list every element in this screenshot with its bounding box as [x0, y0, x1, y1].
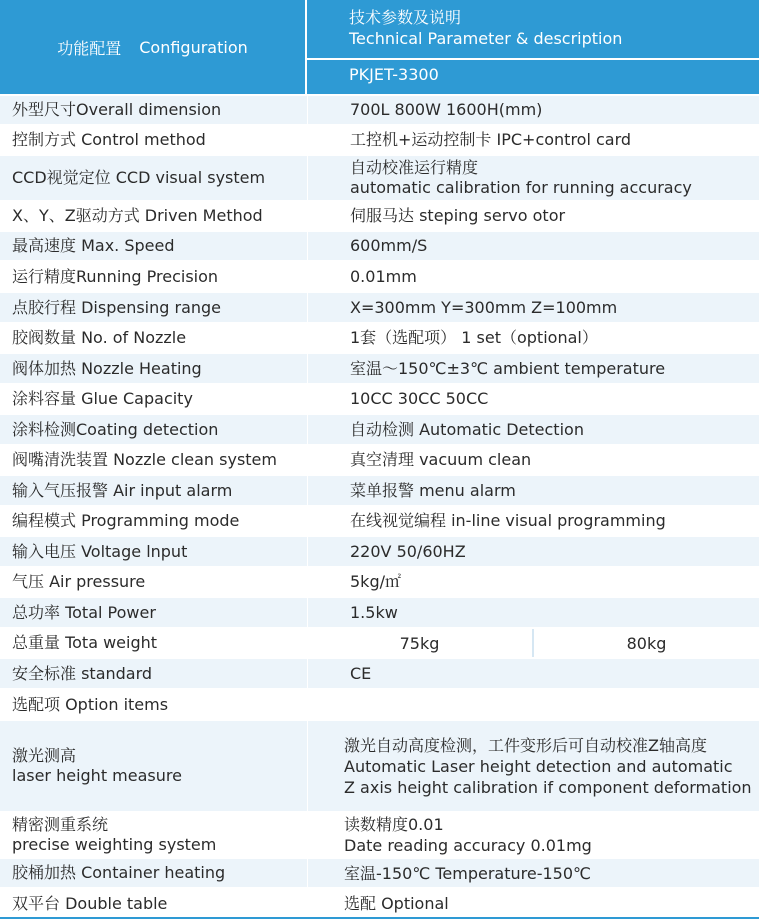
row-value: 600mm/S [307, 232, 759, 260]
weight-value-a: 75kg [399, 633, 440, 653]
row-label: 涂料容量 Glue Capacity [12, 389, 193, 408]
row-label: 气压 Air pressure [12, 572, 146, 591]
row-label: 安全标准 standard [12, 663, 153, 683]
table-row [0, 94, 759, 124]
row-label [0, 721, 305, 811]
row-value: 5kg/㎡ [307, 568, 759, 596]
row-label-line2: precise weighting system [12, 835, 217, 854]
row-label: 点胶行程 Dispensing range [12, 297, 222, 317]
table-row [0, 535, 759, 566]
row-label: 阀体加热 Nozzle Heating [12, 358, 202, 378]
spec-rows [0, 94, 759, 918]
table-row [0, 230, 759, 260]
row-value: CE [307, 659, 759, 688]
header-function-cn: 功能配置 [57, 38, 122, 58]
row-value [307, 721, 759, 811]
row-value: 0.01mm [307, 262, 759, 291]
row-label [0, 813, 305, 857]
weight-value-b: 80kg [532, 629, 759, 657]
table-row [0, 383, 759, 413]
row-label: 涂料检测Coating detection [12, 419, 219, 439]
table-row [0, 887, 759, 918]
header-parameter-cn: 技术参数及说明 [349, 8, 462, 27]
row-label-line1: 激光测高 [12, 746, 77, 765]
table-row [0, 474, 759, 505]
row-value: 1.5kw [307, 598, 759, 627]
row-value-line2: Automatic Laser height detection and automatic [344, 756, 733, 776]
row-label-line1: 精密测重系统 [12, 815, 109, 834]
row-label: 双平台 Double table [12, 893, 168, 913]
table-row [0, 352, 759, 383]
header-parameter-cell [349, 7, 622, 49]
table-row [0, 444, 759, 474]
row-value: 1套（选配项） 1 set（optional） [307, 324, 759, 352]
table-row [0, 291, 759, 322]
row-value: 菜单报警 menu alarm [307, 476, 759, 505]
row-value: 700L 800W 1600H(mm) [307, 96, 759, 124]
row-value: 10CC 30CC 50CC [307, 385, 759, 413]
table-row [0, 596, 759, 627]
row-label: 编程模式 Programming mode [12, 511, 240, 530]
table-row [0, 505, 759, 535]
row-value-line3: Z axis height calibration if component deformation [344, 777, 752, 797]
table-row [0, 657, 759, 688]
table-row [0, 413, 759, 444]
row-value [307, 156, 759, 200]
table-row [0, 154, 759, 200]
row-value: 真空清理 vacuum clean [307, 446, 759, 474]
row-value-line1: 激光自动高度检测，工件变形后可自动校准Z轴高度 [344, 735, 707, 755]
row-label: 输入气压报警 Air input alarm [12, 480, 233, 500]
row-label: 输入电压 Voltage lnput [12, 541, 188, 561]
row-value-line1: 自动校准运行精度 [350, 158, 479, 177]
row-value: 工控机+运动控制卡 IPC+control card [307, 126, 759, 154]
row-label: 总重量 Tota weight [12, 633, 158, 652]
row-label: 胶阀数量 No. of Nozzle [12, 328, 187, 347]
table-header [0, 0, 759, 94]
row-value: 伺服马达 steping servo otor [307, 202, 759, 230]
option-heading: 选配项 Option items [12, 694, 169, 714]
row-label: 最高速度 Max. Speed [12, 236, 175, 255]
table-row [0, 857, 759, 887]
table-row [0, 124, 759, 154]
row-value [307, 813, 759, 857]
row-value: 220V 50/60HZ [307, 537, 759, 566]
row-label-line2: laser height measure [12, 766, 182, 785]
row-value-line2: Date reading accuracy 0.01mg [344, 836, 592, 855]
table-row [0, 322, 759, 352]
row-value: 在线视觉编程 in-line visual programming [307, 507, 759, 535]
row-value: 室温-150℃ Temperature-150℃ [307, 859, 759, 887]
row-label: CCD视觉定位 CCD visual system [12, 168, 266, 187]
header-parameter-en: Technical Parameter & description [349, 29, 623, 48]
header-function-en: Configuration [139, 37, 248, 57]
table-row [0, 566, 759, 596]
row-label: 胶桶加热 Container heating [12, 863, 226, 882]
row-label: 总功率 Total Power [12, 602, 156, 622]
row-label: 阀嘴清洗装置 Nozzle clean system [12, 450, 277, 469]
table-row [0, 719, 759, 811]
row-label: 外型尺寸Overall dimension [12, 100, 222, 119]
row-value-line2: automatic calibration for running accuracy [350, 178, 692, 197]
table-row [0, 811, 759, 857]
option-heading-row [0, 688, 759, 719]
header-model: PKJET-3300 [349, 65, 439, 84]
header-function-cell [0, 0, 305, 94]
row-value: 选配 Optional [307, 889, 759, 918]
row-label: 控制方式 Control method [12, 130, 206, 149]
row-value-line1: 读数精度0.01 [344, 815, 444, 834]
table-row [0, 260, 759, 291]
row-label: X、Y、Z驱动方式 Driven Method [12, 206, 263, 225]
row-value-split [307, 629, 759, 657]
row-value: X=300mm Y=300mm Z=100mm [307, 293, 759, 322]
table-row [0, 200, 759, 230]
row-value: 室温～150℃±3℃ ambient temperature [307, 354, 759, 383]
table-row [0, 627, 759, 657]
row-value: 自动检测 Automatic Detection [307, 415, 759, 444]
row-label: 运行精度Running Precision [12, 266, 219, 286]
